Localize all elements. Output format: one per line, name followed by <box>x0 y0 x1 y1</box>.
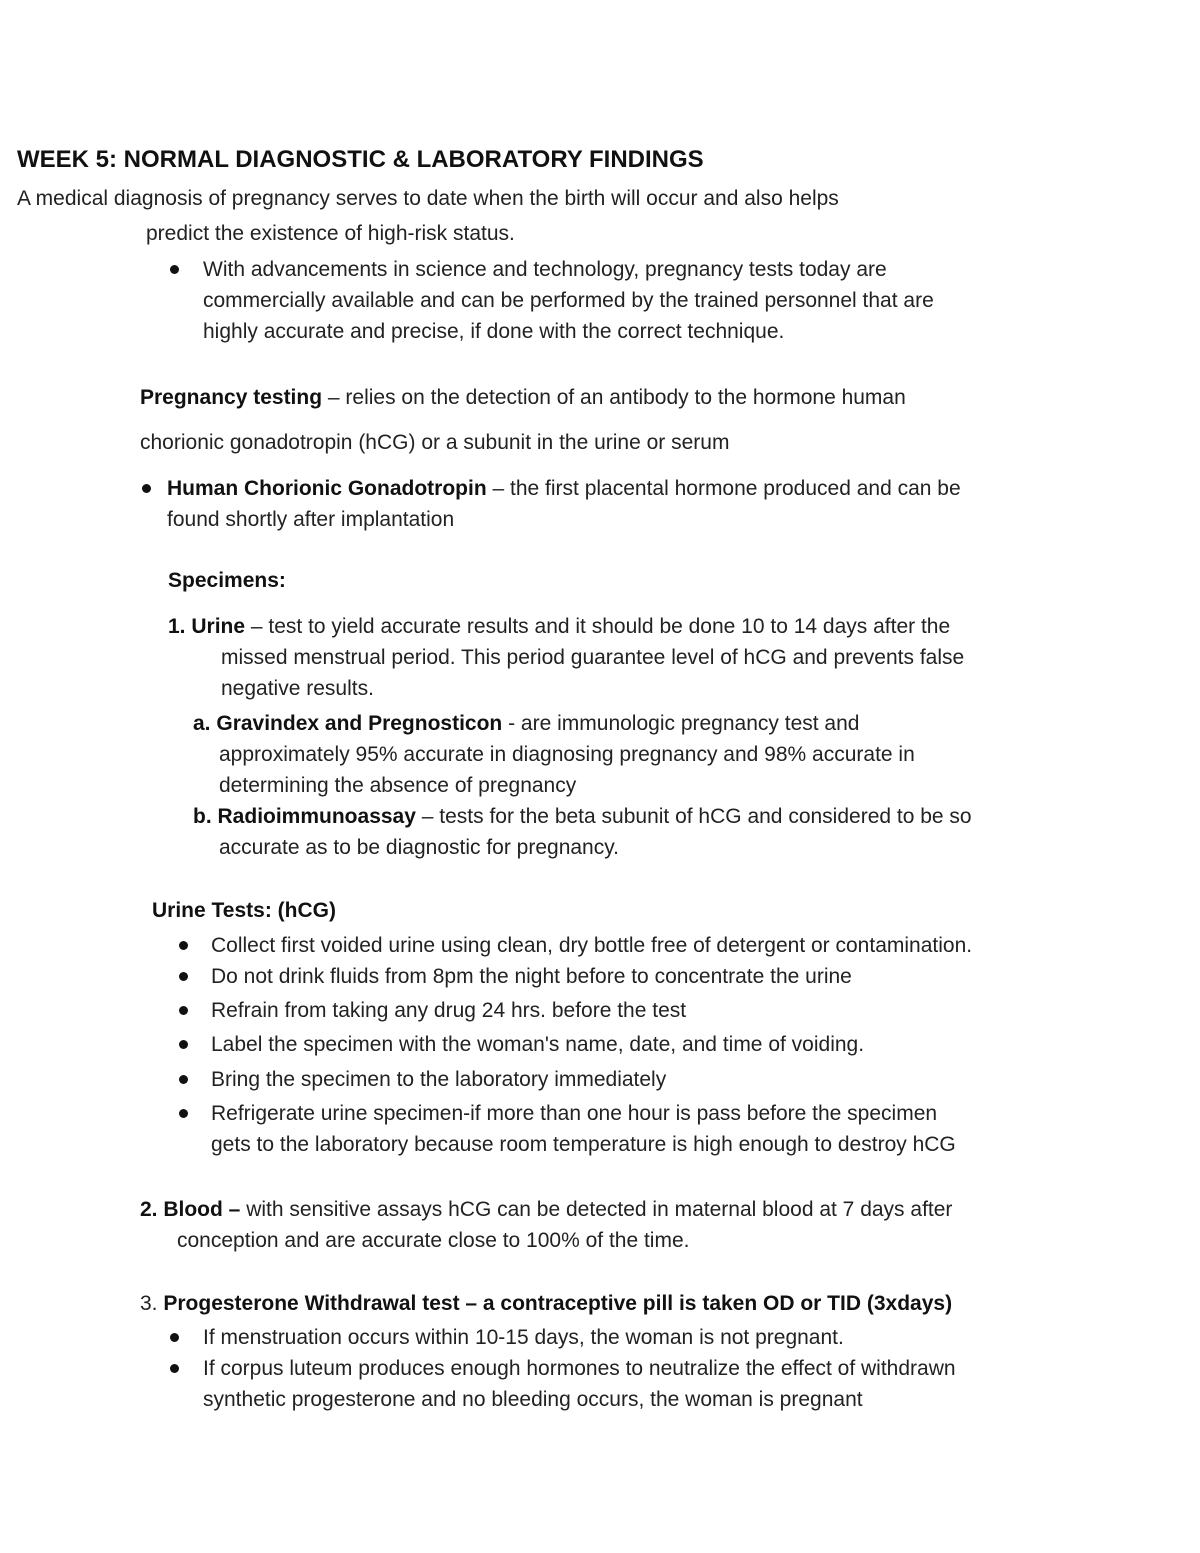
bullet-icon <box>179 941 188 950</box>
progesterone-number: 3. <box>140 1292 158 1315</box>
hcg-line-2: found shortly after implantation <box>167 508 455 531</box>
pregnancy-testing-term: Pregnancy testing <box>140 386 323 409</box>
gravindex-term: Gravindex and Pregnosticon <box>216 712 503 735</box>
progesterone-item-continued: synthetic progesterone and no bleeding occurs, the woman is pregnant <box>203 1388 863 1411</box>
urine-number: 1. <box>168 615 186 638</box>
urine-definition: – test to yield accurate results and it should be done 10 to 14 days after the <box>245 615 951 638</box>
urine-test-item: Collect first voided urine using clean, dry bottle free of detergent or contamination. <box>211 934 973 957</box>
hcg-definition: – the first placental hormone produced and can be <box>486 477 961 500</box>
urine-line-3: negative results. <box>221 677 374 700</box>
urine-test-item: Do not drink fluids from 8pm the night before to concentrate the urine <box>211 965 852 988</box>
intro-bullet-line-1: With advancements in science and technology, pregnancy tests today are <box>203 258 887 281</box>
hcg-line-1 <box>167 473 961 504</box>
gravindex-definition: - are immunologic pregnancy test and <box>502 712 860 735</box>
bullet-icon <box>179 1109 188 1118</box>
intro-line-2: predict the existence of high-risk status. <box>146 222 515 245</box>
bullet-icon <box>142 484 151 493</box>
gravindex-line-3: determining the absence of pregnancy <box>219 774 577 797</box>
urine-test-item: Refrigerate urine specimen-if more than one hour is pass before the specimen <box>211 1102 938 1125</box>
blood-line-2: conception and are accurate close to 100% of the time. <box>177 1229 690 1252</box>
bullet-icon <box>170 1333 179 1342</box>
page-title: WEEK 5: NORMAL DIAGNOSTIC & LABORATORY FINDINGS <box>17 146 704 173</box>
radioimmunoassay-line-1 <box>193 801 972 832</box>
bullet-icon <box>170 265 179 274</box>
urine-line-1 <box>168 611 950 642</box>
radioimmunoassay-letter: b. <box>193 805 212 828</box>
progesterone-item: If corpus luteum produces enough hormones to neutralize the effect of withdrawn <box>203 1357 956 1380</box>
progesterone-item: If menstruation occurs within 10-15 days, the woman is not pregnant. <box>203 1326 844 1349</box>
radioimmunoassay-definition: – tests for the beta subunit of hCG and considered to be so <box>415 805 972 828</box>
urine-test-item: Refrain from taking any drug 24 hrs. before the test <box>211 999 687 1022</box>
urine-test-item: Bring the specimen to the laboratory immediately <box>211 1068 667 1091</box>
blood-number: 2. <box>140 1198 158 1221</box>
progesterone-line-1 <box>140 1288 952 1319</box>
bullet-icon <box>179 1075 188 1084</box>
hcg-term: Human Chorionic Gonadotropin <box>167 477 487 500</box>
bullet-icon <box>179 972 188 981</box>
gravindex-line-2: approximately 95% accurate in diagnosing pregnancy and 98% accurate in <box>219 743 915 766</box>
urine-tests-heading: Urine Tests: (hCG) <box>152 899 336 922</box>
specimens-heading: Specimens: <box>168 569 286 592</box>
radioimmunoassay-line-2: accurate as to be diagnostic for pregnancy. <box>219 836 620 859</box>
urine-test-item-continued: gets to the laboratory because room temperature is high enough to destroy hCG <box>211 1133 956 1156</box>
urine-line-2: missed menstrual period. This period guarantee level of hCG and prevents false <box>221 646 965 669</box>
pregnancy-testing-line-1 <box>140 382 906 413</box>
bullet-icon <box>179 1006 188 1015</box>
bullet-icon <box>170 1364 179 1373</box>
radioimmunoassay-term: Radioimmunoassay <box>217 805 416 828</box>
blood-line-1 <box>140 1194 952 1225</box>
urine-term: Urine <box>191 615 246 638</box>
bullet-icon <box>179 1040 188 1049</box>
urine-test-item: Label the specimen with the woman's name, date, and time of voiding. <box>211 1033 865 1056</box>
intro-bullet-line-2: commercially available and can be performed by the trained personnel that are <box>203 289 934 312</box>
progesterone-term: Progesterone Withdrawal test – a contraceptive pill is taken OD or TID (3xdays) <box>163 1292 953 1315</box>
blood-term: Blood – <box>163 1198 241 1221</box>
intro-bullet-line-3: highly accurate and precise, if done with the correct technique. <box>203 320 785 343</box>
gravindex-line-1 <box>193 708 859 739</box>
intro-line-1: A medical diagnosis of pregnancy serves to date when the birth will occur and also helps <box>17 187 839 210</box>
pregnancy-testing-line-2: chorionic gonadotropin (hCG) or a subunit in the urine or serum <box>140 431 730 454</box>
blood-definition: with sensitive assays hCG can be detected in maternal blood at 7 days after <box>240 1198 953 1221</box>
gravindex-letter: a. <box>193 712 211 735</box>
pregnancy-testing-definition: – relies on the detection of an antibody to the hormone human <box>322 386 906 409</box>
